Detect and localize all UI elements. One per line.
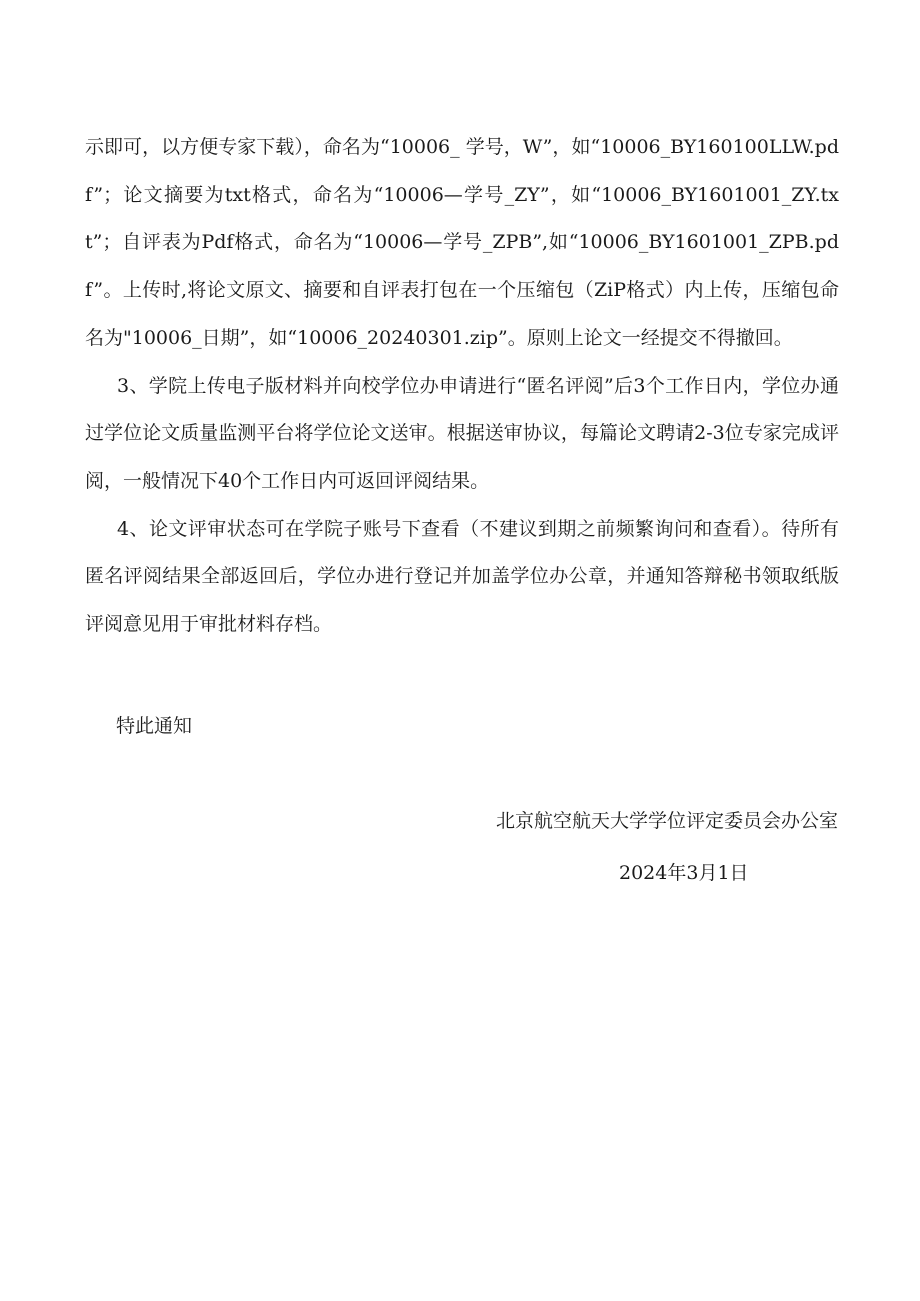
- paragraph-review-process: 3、学院上传电子版材料并向校学位办申请进行“匿名评阅”后3个工作日内，学位办通过学位论文质量监测平台将学位论文送审。根据送审协议，每篇论文聘请2-3位专家完成评阅，一般情况下40个工作日内可返回评阅结果。: [85, 374, 839, 492]
- issuing-office: 北京航空航天大学学位评定委员会办公室: [495, 810, 838, 832]
- issue-date: 2024年3月1日: [619, 862, 749, 884]
- paragraph-submission-format: 示即可，以方便专家下载），命名为“10006_ 学号，W”，如“10006_BY160100LLW.pdf”；论文摘要为txt格式，命名为“10006—学号_ZY”，如“10006_BY1601001_ZY.txt”；自评表为Pdf格式，命名为“10006—学号_ZPB”,如“10006_BY1601001_ZPB.pdf”。上传时,将论文原文、摘要和自评表打包在一个压缩包（ZiP格式）内上传，压缩包命名为"10006_日期”，如“10006_20240301.zip”。原则上论文一经提交不得撤回。: [85, 136, 839, 349]
- paragraph-review-status: 4、论文评审状态可在学院子账号下查看（不建议到期之前频繁询问和查看）。待所有匿名评阅结果全部返回后，学位办进行登记并加盖学位办公章，并通知答辩秘书领取纸版评阅意见用于审批材料存档。: [85, 517, 839, 636]
- closing-notice: 特此通知: [116, 715, 193, 737]
- document-body: [85, 124, 839, 649]
